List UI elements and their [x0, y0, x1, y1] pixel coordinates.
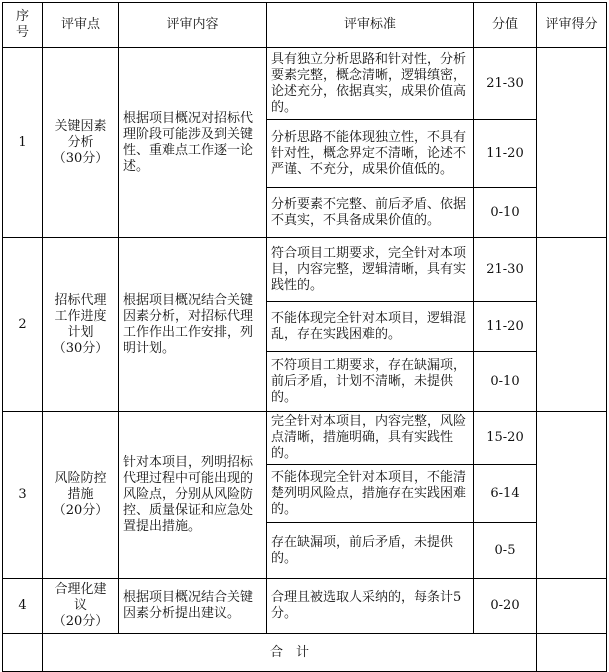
table-row	[3, 238, 607, 302]
criterion-points: 21-30	[474, 48, 537, 120]
header-score: 评审得分	[537, 3, 607, 48]
review-item: 招标代理 工作进度 计划 （30分）	[43, 238, 119, 412]
header-item: 评审点	[43, 3, 119, 48]
criterion-standard: 分析思路不能体现独立性，不具有针对性，概念界定不清晰，论述不严谨、不充分，成果价值低的。	[267, 120, 474, 188]
criterion-points: 11-20	[474, 302, 537, 352]
criterion-points: 15-20	[474, 412, 537, 465]
review-item: 关键因素 分析 （30分）	[43, 48, 119, 238]
total-label: 合 计	[43, 634, 537, 672]
criterion-standard: 不符项目工期要求，存在缺漏项，前后矛盾，计划不清晰，未提供的。	[267, 352, 474, 412]
header-content: 评审内容	[119, 3, 267, 48]
score-cell	[537, 48, 607, 238]
header-points: 分值	[474, 3, 537, 48]
criterion-standard: 合理且被选取人采纳的，每条计5分。	[267, 579, 474, 634]
review-content: 根据项目概况结合关键因素分析提出建议。	[119, 579, 267, 634]
review-item: 合理化建 议 （20分）	[43, 579, 119, 634]
header-no: 序 号	[3, 3, 43, 48]
criterion-standard: 存在缺漏项，前后矛盾，未提供的。	[267, 523, 474, 579]
total-score-cell	[537, 634, 607, 672]
row-number: 4	[3, 579, 43, 634]
criterion-points: 0-10	[474, 352, 537, 412]
table-row	[3, 579, 607, 634]
header-row	[3, 3, 607, 48]
row-number: 2	[3, 238, 43, 412]
criterion-standard: 不能体现完全针对本项目，不能清楚列明风险点，措施存在实践困难的。	[267, 465, 474, 523]
criterion-points: 21-30	[474, 238, 537, 302]
review-item: 风险防控 措施 （20分）	[43, 412, 119, 579]
table-row	[3, 412, 607, 465]
criterion-points: 6-14	[474, 465, 537, 523]
criterion-standard: 符合项目工期要求，完全针对本项目，内容完整，逻辑清晰，具有实践性的。	[267, 238, 474, 302]
criterion-points: 11-20	[474, 120, 537, 188]
score-cell	[537, 579, 607, 634]
total-empty-cell	[3, 634, 43, 672]
total-row	[3, 634, 607, 672]
criterion-points: 0-5	[474, 523, 537, 579]
row-number: 3	[3, 412, 43, 579]
criterion-points: 0-20	[474, 579, 537, 634]
review-content: 根据项目概况对招标代理阶段可能涉及到关键性、重难点工作逐一论述。	[119, 48, 267, 238]
score-cell	[537, 238, 607, 412]
score-cell	[537, 412, 607, 579]
criterion-standard: 分析要素不完整、前后矛盾、依据不真实，不具备成果价值的。	[267, 188, 474, 238]
review-content: 根据项目概况结合关键因素分析，对招标代理工作作出工作安排，列明计划。	[119, 238, 267, 412]
table-row	[3, 48, 607, 120]
scoring-table	[2, 2, 607, 672]
header-standard: 评审标准	[267, 3, 474, 48]
criterion-standard: 具有独立分析思路和针对性，分析要素完整，概念清晰，逻辑缜密，论述充分，依据真实，成果价值高的。	[267, 48, 474, 120]
review-content: 针对本项目，列明招标代理过程中可能出现的风险点，分别从风险防控、质量保证和应急处置提出措施。	[119, 412, 267, 579]
criterion-standard: 完全针对本项目，内容完整，风险点清晰，措施明确，具有实践性的。	[267, 412, 474, 465]
criterion-standard: 不能体现完全针对本项目，逻辑混乱，存在实践困难的。	[267, 302, 474, 352]
criterion-points: 0-10	[474, 188, 537, 238]
row-number: 1	[3, 48, 43, 238]
